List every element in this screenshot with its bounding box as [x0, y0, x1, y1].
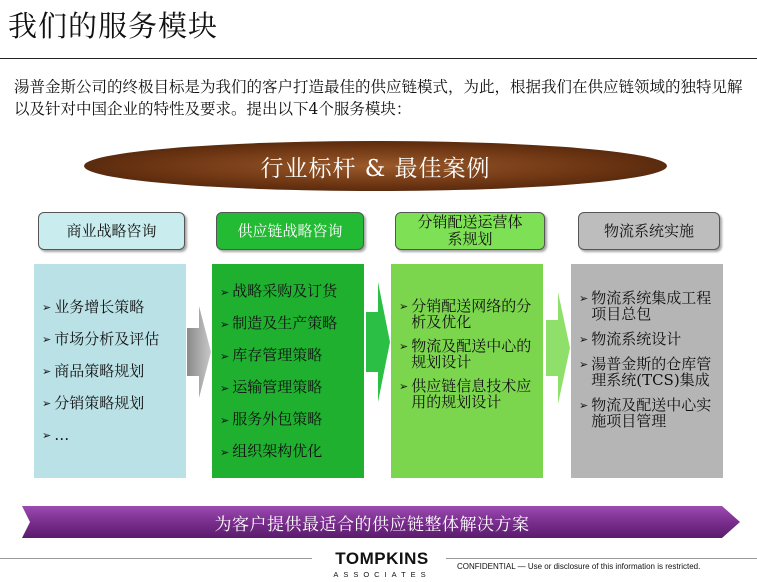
bullet-arrow-icon: ➢: [579, 358, 589, 371]
list-item: ➢ 市场分析及评估: [42, 328, 180, 350]
slide-title: 我们的服务模块: [8, 9, 219, 43]
list-item: ➢ 运输管理策略: [220, 376, 358, 399]
list-item: ➢ 战略采购及订货: [220, 280, 358, 303]
list-item: ➢ 物流系统设计: [579, 330, 682, 348]
column-header-label: 商业战略咨询: [66, 221, 157, 240]
list-item: ➢ 制造及生产策略: [220, 312, 358, 335]
column-body-logistics-implementation: [571, 264, 723, 478]
flow-arrow-icon: [366, 282, 390, 402]
company-logo-subtitle: ASSOCIATES: [333, 570, 431, 579]
footer-divider: [0, 558, 312, 559]
list-item: ➢ 业务增长策略: [42, 296, 180, 318]
bullet-arrow-icon: ➢: [42, 301, 52, 314]
column-header-label: 供应链战略咨询: [237, 221, 343, 240]
list-item: ➢ …: [42, 424, 180, 446]
bullet-arrow-icon: ➢: [220, 446, 230, 459]
bullet-arrow-icon: ➢: [399, 340, 409, 353]
list-item: ➢ 组织架构优化: [220, 440, 358, 463]
flow-arrow-icon: [546, 292, 570, 404]
list-item: ➢ 商品策略规划: [42, 360, 180, 382]
title-divider: [0, 58, 757, 59]
bullet-arrow-icon: ➢: [399, 380, 409, 393]
intro-paragraph: 湯普金斯公司的终极目标是为我们的客户打造最佳的供应链模式，为此，根据我们在供应链领域的独特见解以及针对中国企业的特性及要求。提出以下4个服务模块：: [14, 78, 743, 118]
bullet-arrow-icon: ➢: [220, 286, 230, 299]
column-body-distribution-planning: [391, 264, 543, 478]
column-header-distribution-planning: [395, 212, 545, 250]
bullet-arrow-icon: ➢: [42, 429, 52, 442]
company-logo: TOMPKINS: [335, 549, 429, 568]
list-item: ➢ 湯普金斯的仓库管理系统(TCS)集成: [579, 355, 712, 389]
column-header-logistics-implementation: [578, 212, 720, 250]
footer-divider: [446, 558, 757, 559]
list-item: ➢ 分销策略规划: [42, 392, 180, 414]
bullet-arrow-icon: ➢: [220, 350, 230, 363]
column-header-label: 物流系统实施: [603, 221, 694, 240]
flow-arrow-icon: [187, 306, 211, 398]
bullet-arrow-icon: ➢: [220, 382, 230, 395]
list-item: ➢ 物流及配送中心实施项目管理: [579, 396, 712, 430]
column-header-business-strategy: [38, 212, 185, 250]
list-item: ➢ 物流及配送中心的规划设计: [399, 337, 532, 371]
column-body-supply-chain-strategy: [212, 264, 364, 478]
bullet-arrow-icon: ➢: [399, 300, 409, 313]
list-item: ➢ 库存管理策略: [220, 344, 358, 367]
conclusion-text: 为客户提供最适合的供应链整体解决方案: [214, 514, 530, 535]
list-item: ➢ 分销配送网络的分析及优化: [399, 297, 532, 331]
bullet-arrow-icon: ➢: [42, 333, 52, 346]
bullet-arrow-icon: ➢: [579, 399, 589, 412]
bullet-arrow-icon: ➢: [579, 292, 589, 305]
bullet-arrow-icon: ➢: [42, 397, 52, 410]
confidential-notice: CONFIDENTIAL — Use or disclosure of this information is restricted.: [457, 562, 701, 571]
bullet-arrow-icon: ➢: [42, 365, 52, 378]
bullet-arrow-icon: ➢: [220, 318, 230, 331]
bullet-arrow-icon: ➢: [579, 333, 589, 346]
list-item: ➢ 物流系统集成工程项目总包: [579, 289, 712, 323]
column-header-supply-chain-strategy: [216, 212, 364, 250]
column-body-business-strategy: [34, 264, 186, 478]
list-item: ➢ 服务外包策略: [220, 408, 358, 431]
column-header-label: 分销配送运营体系规划: [417, 213, 523, 248]
list-item: ➢ 供应链信息技术应用的规划设计: [399, 377, 532, 411]
benchmark-banner: 行业标杆 & 最佳案例: [84, 141, 667, 191]
bullet-arrow-icon: ➢: [220, 414, 230, 427]
